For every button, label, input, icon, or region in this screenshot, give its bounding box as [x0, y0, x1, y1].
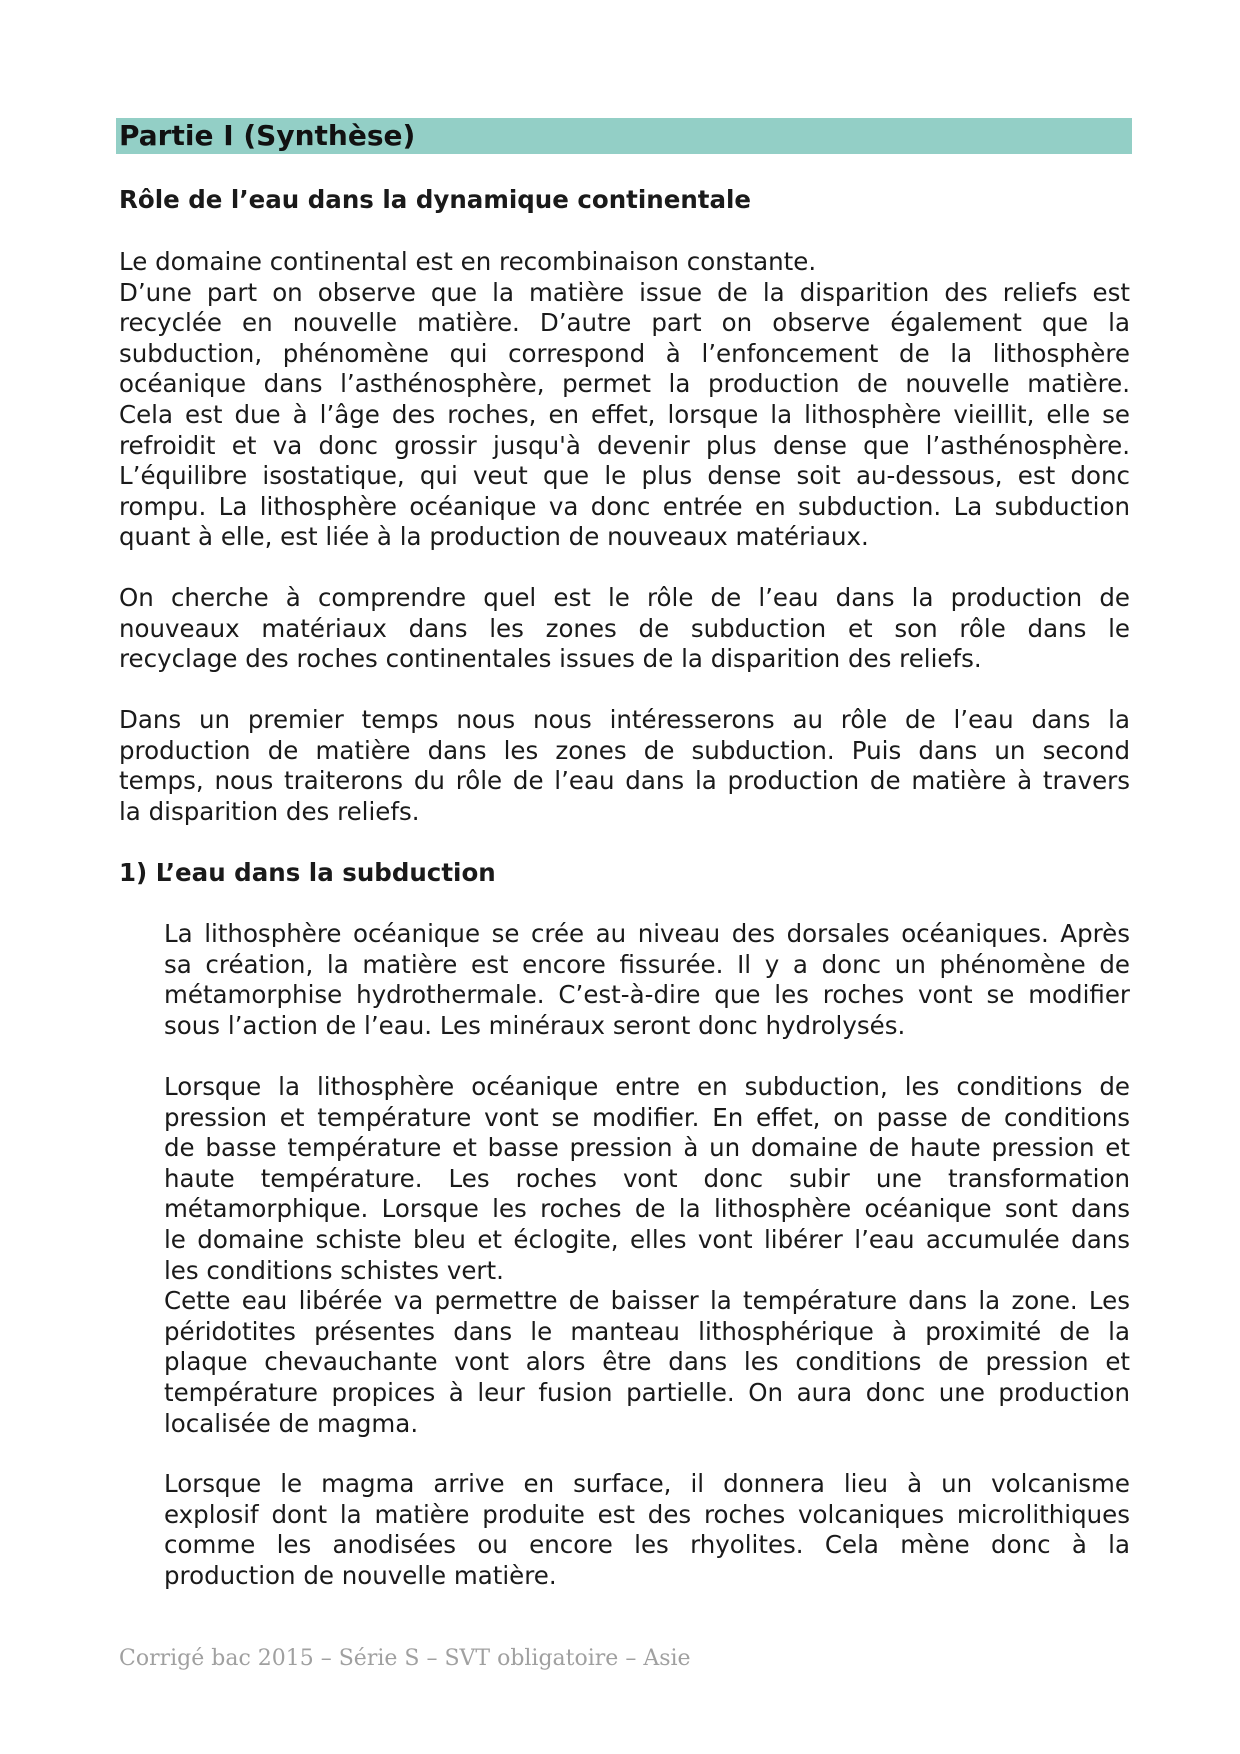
text-line: sa création, la matière est encore fissurée. Il y a donc un phénomène de — [164, 949, 1130, 979]
text-line: production de nouvelle matière. — [164, 1560, 557, 1590]
section-1-title: 1) L’eau dans la subduction — [119, 858, 496, 887]
text-line: métamorphique. Lorsque les roches de la lithosphère océanique sont dans — [164, 1194, 1130, 1224]
text-line: quant à elle, est liée à la production de nouveaux matériaux. — [119, 522, 869, 552]
text-line: La lithosphère océanique se crée au niveau des dorsales océaniques. Après — [164, 919, 1130, 948]
page-title: Partie I (Synthèse) — [119, 119, 416, 152]
text-line: nouveaux matériaux dans les zones de subduction et son rôle dans le — [119, 613, 1130, 643]
intro-paragraph-2 — [119, 583, 1130, 675]
text-line: océanique dans l’asthénosphère, permet la production de nouvelle matière. — [119, 369, 1130, 399]
text-line: de basse température et basse pression à un domaine de haute pression et — [164, 1133, 1130, 1163]
section-1-paragraph-3 — [164, 1469, 1130, 1591]
text-line: les conditions schistes vert. — [164, 1255, 504, 1285]
section-1-paragraph-1 — [164, 919, 1130, 1041]
text-line: production de matière dans les zones de subduction. Puis dans un second — [119, 735, 1130, 765]
text-line: température propices à leur fusion partielle. On aura donc une production — [164, 1377, 1130, 1407]
text-line: localisée de magma. — [164, 1408, 419, 1438]
text-line: Lorsque le magma arrive en surface, il donnera lieu à un volcanisme — [164, 1469, 1130, 1498]
text-line: temps, nous traiterons du rôle de l’eau dans la production de matière à travers — [119, 766, 1130, 796]
text-line: refroidit et va donc grossir jusqu'à devenir plus dense que l’asthénosphère. — [119, 430, 1130, 460]
text-line: haute température. Les roches vont donc subir une transformation — [164, 1163, 1130, 1193]
section-header-bar — [116, 118, 1132, 154]
text-line: plaque chevauchante vont alors être dans les conditions de pression et — [164, 1347, 1130, 1377]
intro-paragraph-3 — [119, 705, 1130, 827]
text-line: Lorsque la lithosphère océanique entre en subduction, les conditions de — [164, 1072, 1130, 1101]
text-line: On cherche à comprendre quel est le rôle de l’eau dans la production de — [119, 583, 1130, 612]
text-line: comme les anodisées ou encore les rhyolites. Cela mène donc à la — [164, 1530, 1130, 1560]
text-line: métamorphise hydrothermale. C’est-à-dire que les roches vont se modifier — [164, 980, 1130, 1010]
text-line: Le domaine continental est en recombinaison constante. — [119, 247, 817, 276]
page-footer: Corrigé bac 2015 – Série S – SVT obligatoire – Asie — [119, 1646, 691, 1671]
intro-paragraph-1 — [119, 247, 1130, 553]
text-line: le domaine schiste bleu et éclogite, elles vont libérer l’eau accumulée dans — [164, 1224, 1130, 1254]
text-line: pression et température vont se modifier. En effet, on passe de conditions — [164, 1102, 1130, 1132]
text-line: la disparition des reliefs. — [119, 796, 420, 826]
text-line: Cette eau libérée va permettre de baisser la température dans la zone. Les — [164, 1286, 1130, 1316]
text-line: Cela est due à l’âge des roches, en effet, lorsque la lithosphère vieillit, elle se — [119, 399, 1130, 429]
text-line: Dans un premier temps nous nous intéresserons au rôle de l’eau dans la — [119, 705, 1130, 734]
text-line: péridotites présentes dans le manteau lithosphérique à proximité de la — [164, 1316, 1130, 1346]
document-subtitle: Rôle de l’eau dans la dynamique continentale — [119, 185, 752, 214]
text-line: L’équilibre isostatique, qui veut que le plus dense soit au-dessous, est donc — [119, 461, 1130, 491]
text-line: D’une part on observe que la matière issue de la disparition des reliefs est — [119, 277, 1130, 307]
text-line: explosif dont la matière produite est des roches volcaniques microlithiques — [164, 1499, 1130, 1529]
text-line: recyclage des roches continentales issues de la disparition des reliefs. — [119, 644, 982, 674]
section-1-paragraph-2 — [164, 1072, 1130, 1439]
text-line: subduction, phénomène qui correspond à l’enfoncement de la lithosphère — [119, 338, 1130, 368]
text-line: recyclée en nouvelle matière. D’autre part on observe également que la — [119, 308, 1130, 338]
text-line: rompu. La lithosphère océanique va donc entrée en subduction. La subduction — [119, 491, 1130, 521]
text-line: sous l’action de l’eau. Les minéraux seront donc hydrolysés. — [164, 1010, 906, 1040]
